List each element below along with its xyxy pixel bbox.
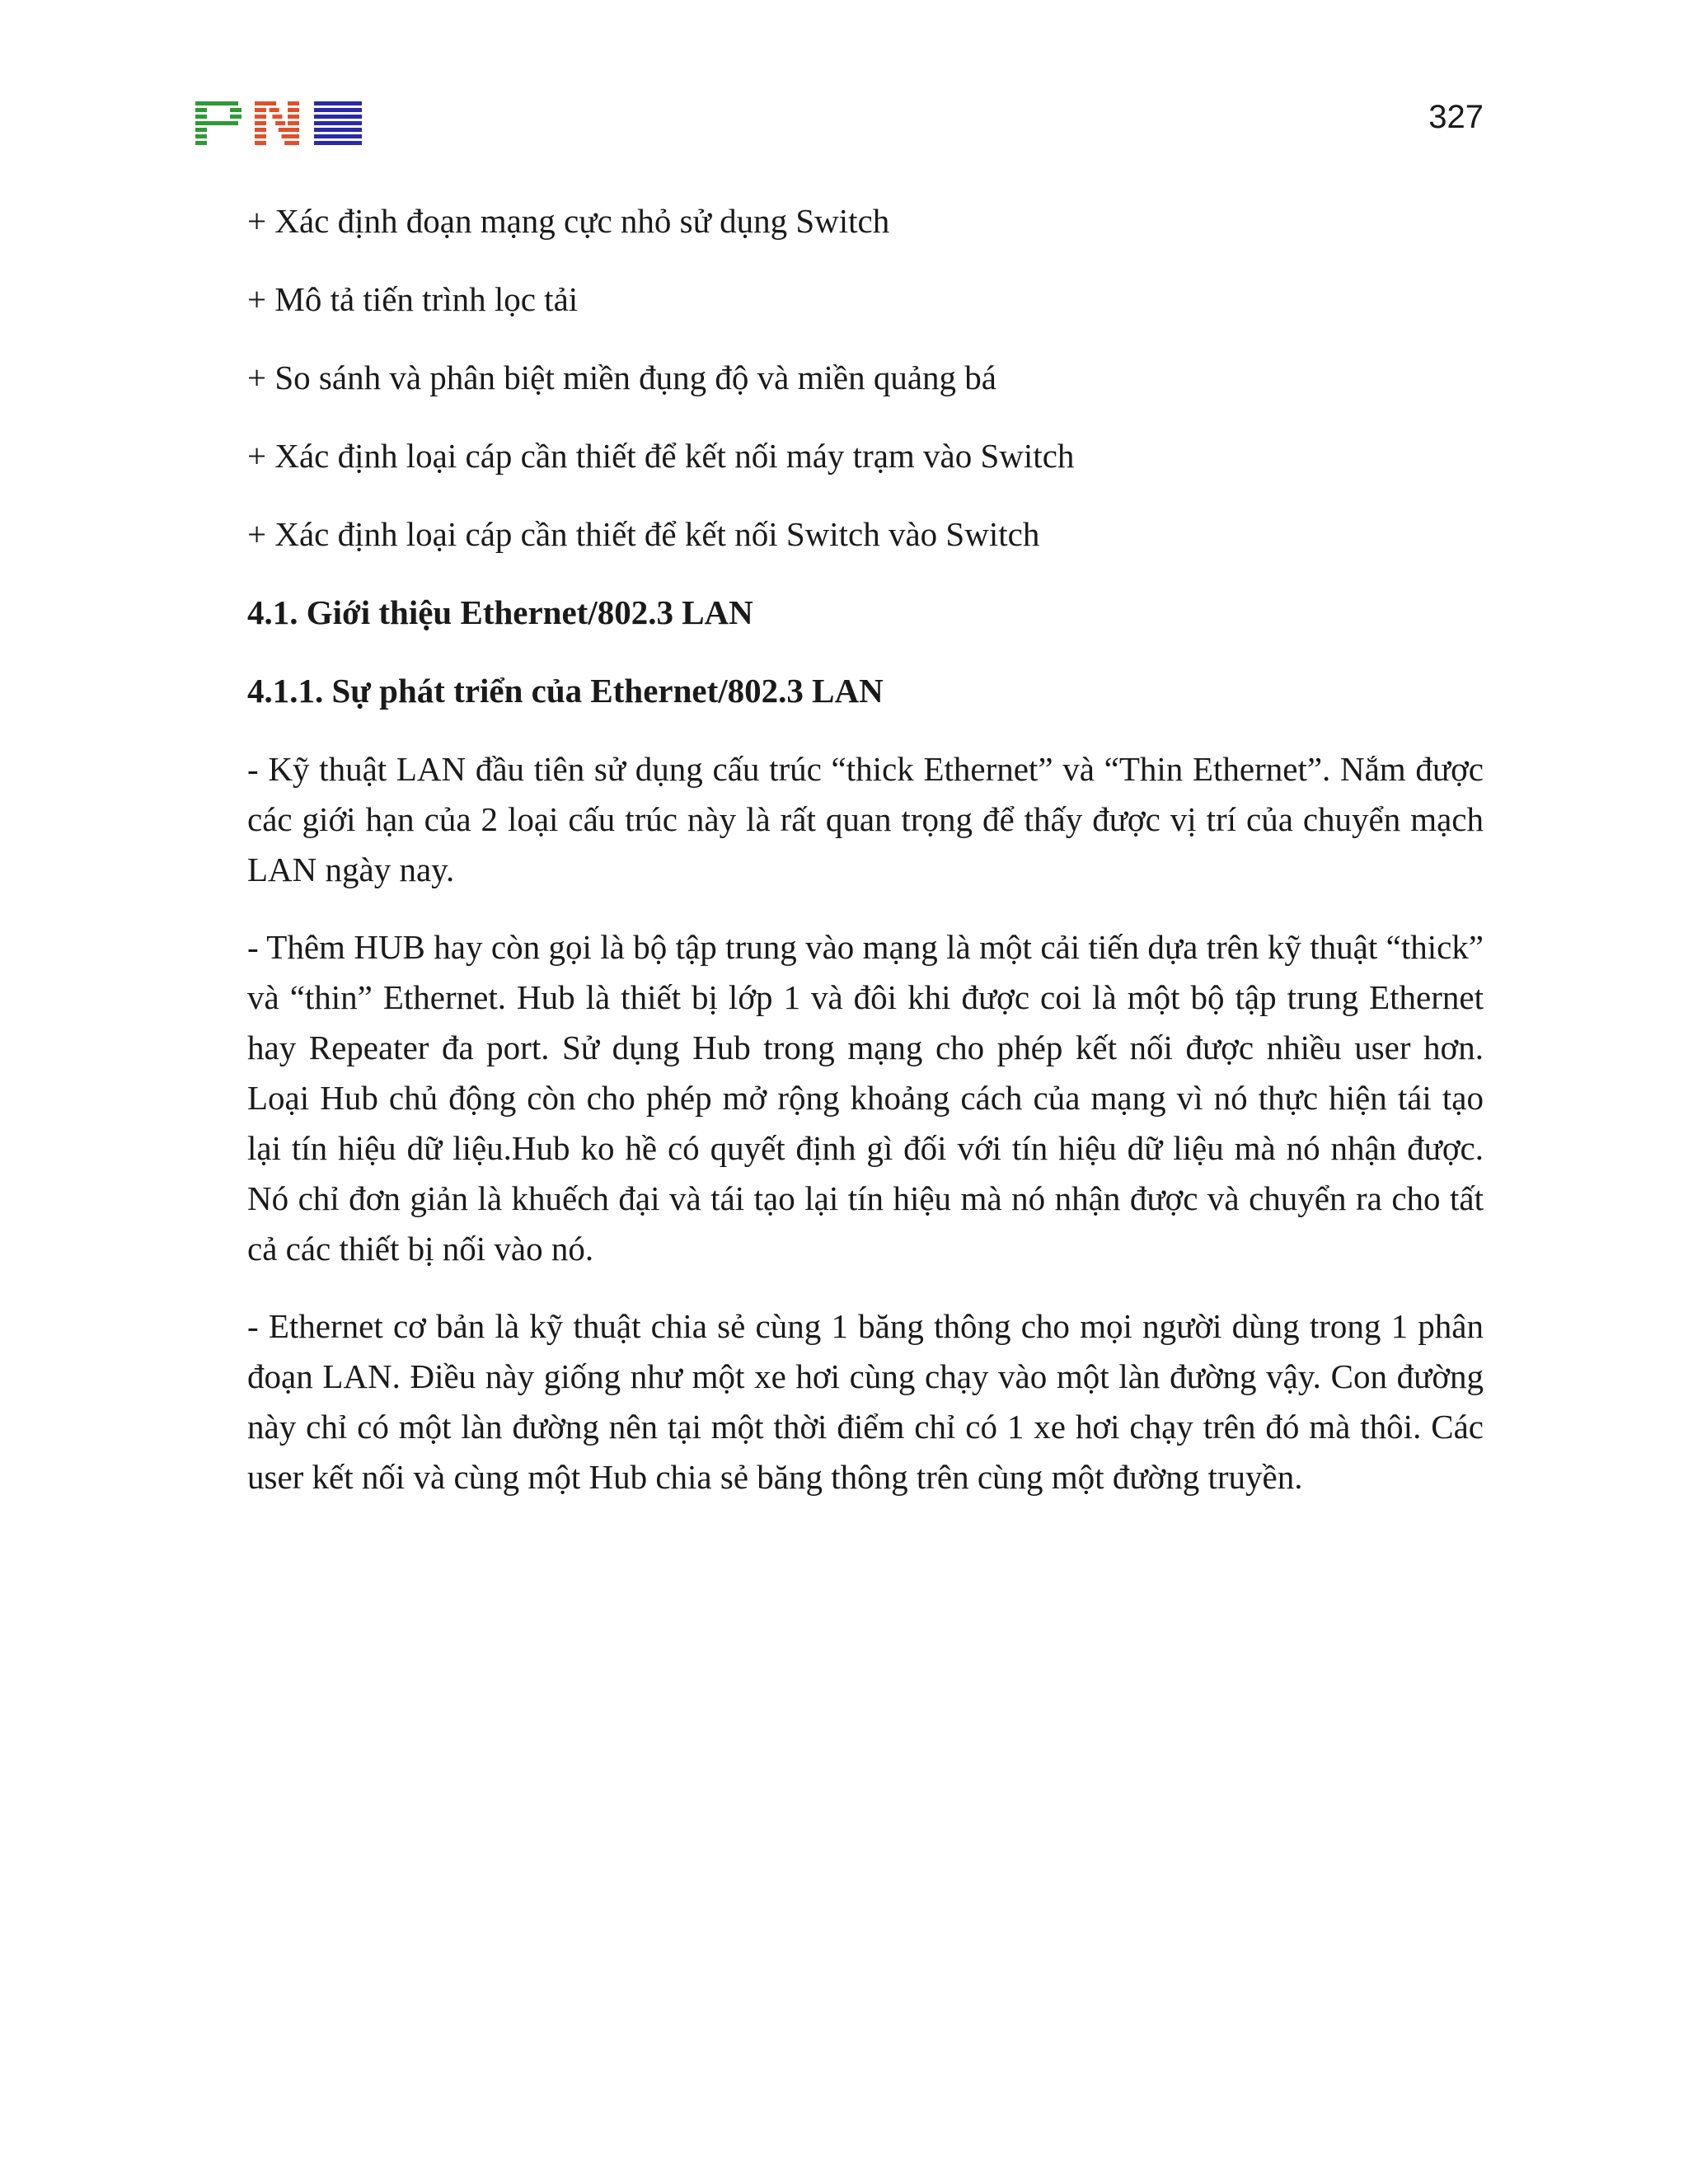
- pnh-logo-icon: [195, 101, 363, 145]
- objective-item: + So sánh và phân biệt miền đụng độ và miền quảng bá: [247, 359, 997, 396]
- page-content: [247, 196, 1484, 1530]
- objective-item: + Xác định loại cáp cần thiết để kết nối máy trạm vào Switch: [247, 437, 1075, 475]
- body-paragraph: - Ethernet cơ bản là kỹ thuật chia sẻ cùng 1 băng thông cho mọi người dùng trong 1 phân đoạn LAN. Điều này giống như một xe hơi cùng chạy vào một làn đường vậy. Con đường này chỉ có một làn đường nên tại một thời điểm chỉ có 1 xe hơi chạy trên đó mà thôi. Các user kết nối và cùng một Hub chia sẻ băng thông trên cùng một đường truyền.: [247, 1307, 1484, 1496]
- objective-item: + Mô tả tiến trình lọc tải: [247, 280, 579, 318]
- objective-item: + Xác định loại cáp cần thiết để kết nối Switch vào Switch: [247, 515, 1040, 553]
- pnh-logo: [195, 101, 363, 145]
- page-number: 327: [1428, 99, 1484, 135]
- section-heading: 4.1. Giới thiệu Ethernet/802.3 LAN: [247, 593, 753, 631]
- objective-item: + Xác định đoạn mạng cực nhỏ sử dụng Switch: [247, 202, 890, 240]
- subsection-heading: 4.1.1. Sự phát triển của Ethernet/802.3 LAN: [247, 672, 884, 710]
- body-paragraph: - Kỹ thuật LAN đầu tiên sử dụng cấu trúc “thick Ethernet” và “Thin Ethernet”. Nắm được các giới hạn của 2 loại cấu trúc này là rất quan trọng để thấy được vị trí của chuyển mạch LAN ngày nay.: [247, 750, 1484, 888]
- body-paragraph: - Thêm HUB hay còn gọi là bộ tập trung vào mạng là một cải tiến dựa trên kỹ thuật “thick” và “thin” Ethernet. Hub là thiết bị lớp 1 và đôi khi được coi là một bộ tập trung Ethernet hay Repeater đa port. Sử dụng Hub trong mạng cho phép kết nối được nhiều user hơn. Loại Hub chủ động còn cho phép mở rộng khoảng cách của mạng vì nó thực hiện tái tạo lại tín hiệu dữ liệu.Hub ko hề có quyết định gì đối với tín hiệu dữ liệu mà nó nhận được. Nó chỉ đơn giản là khuếch đại và tái tạo lại tín hiệu mà nó nhận được và chuyển ra cho tất cả các thiết bị nối vào nó.: [247, 928, 1484, 1268]
